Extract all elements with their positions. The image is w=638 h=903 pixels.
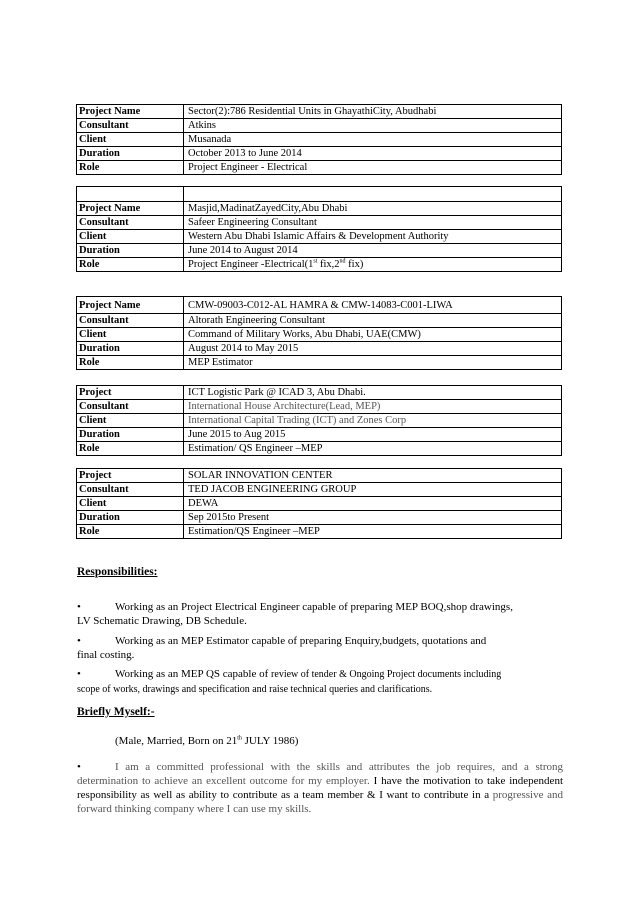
- field-label: Consultant: [77, 400, 184, 414]
- table-row: [77, 483, 562, 497]
- table-row: [77, 328, 562, 342]
- field-value: June 2015 to Aug 2015: [184, 428, 562, 442]
- table-spacer-row: [77, 187, 562, 202]
- personal-details: (Male, Married, Born on 21th JULY 1986): [115, 735, 299, 747]
- profile-text: progressive and forward thinking company where I can use my skills.: [77, 789, 563, 815]
- field-value: Western Abu Dhabi Islamic Affairs & Development Authority: [184, 230, 562, 244]
- responsibility-line: Working as an MEP Estimator capable of preparing Enquiry,budgets, quotations and: [115, 635, 487, 647]
- field-value: Sep 2015to Present: [184, 511, 562, 525]
- field-value: Project Engineer -Electrical(1st fix,2nd fix): [184, 258, 562, 272]
- field-value: Masjid,MadinatZayedCity,Abu Dhabi: [184, 202, 562, 216]
- field-value: CMW-09003-C012-AL HAMRA & CMW-14083-C001-LIWA: [184, 297, 562, 314]
- table-row: [77, 525, 562, 539]
- table-row: [77, 230, 562, 244]
- table-row: [77, 133, 562, 147]
- bullet-icon: •: [77, 601, 81, 613]
- project-table-5: [76, 468, 562, 539]
- field-label: Client: [77, 133, 184, 147]
- project-table-2: [76, 186, 562, 272]
- table-row: [77, 356, 562, 370]
- field-value: Estimation/QS Engineer –MEP: [184, 525, 562, 539]
- field-value: Atkins: [184, 119, 562, 133]
- field-label: Duration: [77, 147, 184, 161]
- field-label: Duration: [77, 342, 184, 356]
- responsibility-line: final costing.: [77, 649, 135, 661]
- field-value: Estimation/ QS Engineer –MEP: [184, 442, 562, 456]
- table-row: [77, 469, 562, 483]
- field-value: International Capital Trading (ICT) and Zones Corp: [184, 414, 562, 428]
- field-value: DEWA: [184, 497, 562, 511]
- field-label: Role: [77, 356, 184, 370]
- field-label: Consultant: [77, 314, 184, 328]
- field-label: Duration: [77, 428, 184, 442]
- field-value: Musanada: [184, 133, 562, 147]
- field-value: ICT Logistic Park @ ICAD 3, Abu Dhabi.: [184, 386, 562, 400]
- field-label: Client: [77, 497, 184, 511]
- field-label: Role: [77, 161, 184, 175]
- table-row: [77, 258, 562, 272]
- table-row: [77, 297, 562, 314]
- table-row: [77, 414, 562, 428]
- responsibility-line: Working as an Project Electrical Engineer capable of preparing MEP BOQ,shop drawings,: [115, 601, 513, 613]
- bullet-icon: •: [77, 635, 81, 647]
- project-table-3: [76, 296, 562, 370]
- field-label: Role: [77, 442, 184, 456]
- field-value: Altorath Engineering Consultant: [184, 314, 562, 328]
- profile-text: I have the motivation to take independent responsibility as well as ability to contribute as a team member & I want to contribute in a: [77, 775, 563, 801]
- field-label: Project Name: [77, 105, 184, 119]
- field-value: Safeer Engineering Consultant: [184, 216, 562, 230]
- field-value: SOLAR INNOVATION CENTER: [184, 469, 562, 483]
- field-value: August 2014 to May 2015: [184, 342, 562, 356]
- bullet-icon: •: [77, 668, 81, 680]
- table-row: [77, 442, 562, 456]
- profile-paragraph: [77, 760, 563, 816]
- field-label: Consultant: [77, 216, 184, 230]
- field-value: TED JACOB ENGINEERING GROUP: [184, 483, 562, 497]
- table-row: [77, 428, 562, 442]
- field-value: International House Architecture(Lead, MEP): [184, 400, 562, 414]
- field-label: Consultant: [77, 483, 184, 497]
- field-label: Client: [77, 414, 184, 428]
- project-table-1: [76, 104, 562, 175]
- field-value: MEP Estimator: [184, 356, 562, 370]
- table-row: [77, 342, 562, 356]
- table-row: [77, 386, 562, 400]
- field-value: Command of Military Works, Abu Dhabi, UAE(CMW): [184, 328, 562, 342]
- table-row: [77, 202, 562, 216]
- field-value: October 2013 to June 2014: [184, 147, 562, 161]
- table-row: [77, 511, 562, 525]
- field-label: Duration: [77, 511, 184, 525]
- table-row: [77, 314, 562, 328]
- table-row: [77, 244, 562, 258]
- responsibility-line: LV Schematic Drawing, DB Schedule.: [77, 615, 247, 627]
- table-row: [77, 216, 562, 230]
- field-label: Client: [77, 230, 184, 244]
- table-row: [77, 497, 562, 511]
- field-label: Project Name: [77, 297, 184, 314]
- project-table-4: [76, 385, 562, 456]
- responsibility-item-2: [77, 634, 563, 662]
- field-label: Role: [77, 525, 184, 539]
- table-row: [77, 105, 562, 119]
- field-value: Project Engineer - Electrical: [184, 161, 562, 175]
- table-row: [77, 400, 562, 414]
- field-label: Duration: [77, 244, 184, 258]
- field-label: Project: [77, 469, 184, 483]
- field-value: Sector(2):786 Residential Units in GhayathiCity, Abudhabi: [184, 105, 562, 119]
- field-label: Role: [77, 258, 184, 272]
- myself-heading: Briefly Myself:-: [77, 706, 155, 718]
- profile-text: I am a committed professional with the skills and attributes the job requires, and a strong determination to achieve an excellent outcome for my employer.: [77, 761, 563, 787]
- field-label: Project: [77, 386, 184, 400]
- table-row: [77, 119, 562, 133]
- bullet-icon: •: [77, 761, 81, 773]
- responsibilities-heading: Responsibilities:: [77, 566, 158, 578]
- field-value: June 2014 to August 2014: [184, 244, 562, 258]
- field-label: Client: [77, 328, 184, 342]
- responsibility-item-3: [77, 667, 563, 697]
- responsibility-line: Working as an MEP QS capable of: [115, 668, 272, 680]
- table-row: [77, 161, 562, 175]
- field-label: Project Name: [77, 202, 184, 216]
- responsibility-line: review of tender & Ongoing Project documents including: [271, 669, 502, 680]
- field-label: Consultant: [77, 119, 184, 133]
- table-row: [77, 147, 562, 161]
- responsibility-item-1: [77, 600, 563, 628]
- responsibility-line: scope of works, drawings and specification and raise technical queries and clarifications.: [77, 684, 433, 695]
